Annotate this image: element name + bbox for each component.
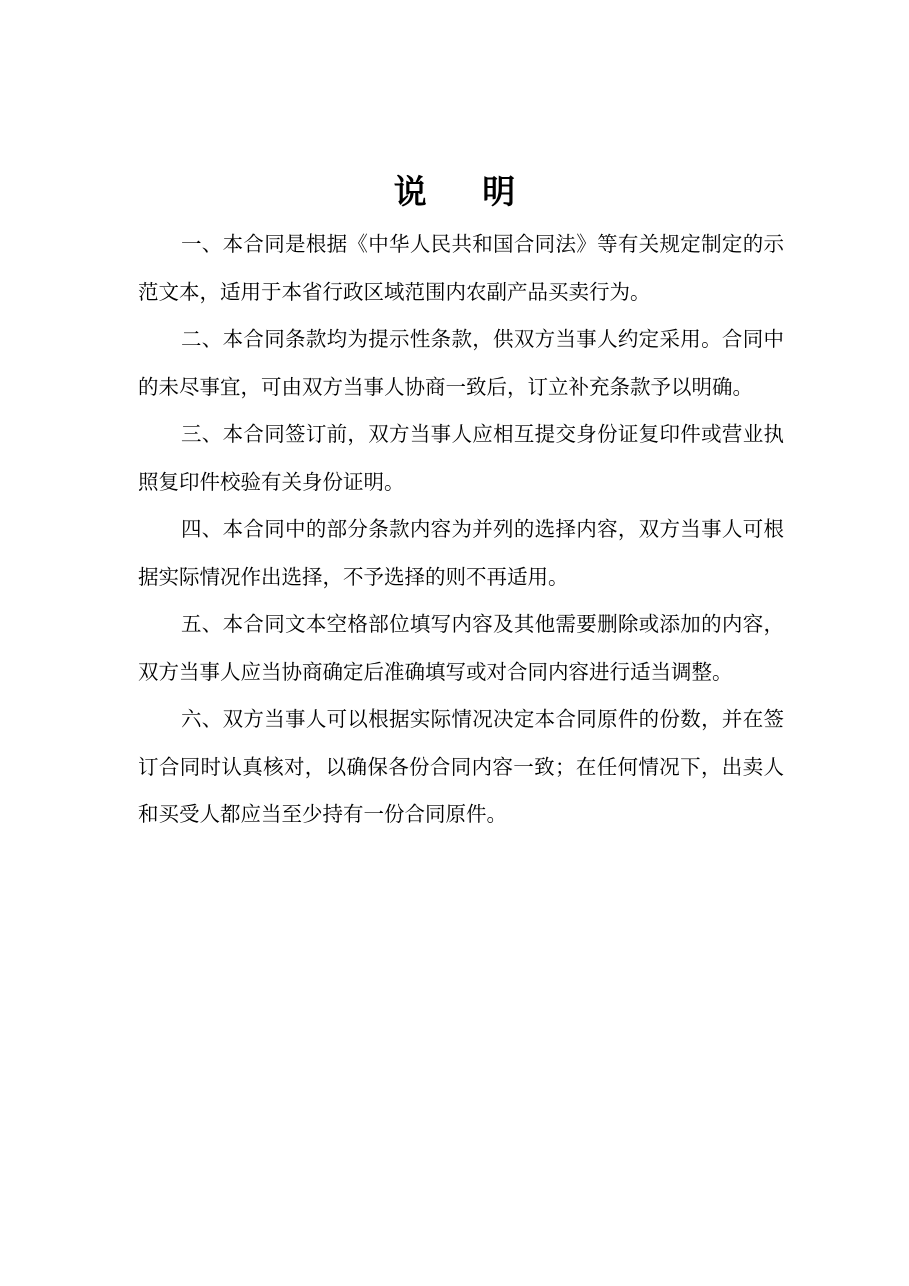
instructions-body bbox=[138, 221, 784, 839]
clause-3: 三、本合同签订前，双方当事人应相互提交身份证复印件或营业执照复印件校验有关身份证明。 bbox=[138, 422, 784, 494]
clause-4: 四、本合同中的部分条款内容为并列的选择内容，双方当事人可根据实际情况作出选择，不予选择的则不再适用。 bbox=[138, 517, 784, 589]
clause-1: 一、本合同是根据《中华人民共和国合同法》等有关规定制定的示范文本，适用于本省行政区域范围内农副产品买卖行为。 bbox=[138, 232, 784, 304]
clause-2: 二、本合同条款均为提示性条款，供双方当事人约定采用。合同中的未尽事宜，可由双方当事人协商一致后，订立补充条款予以明确。 bbox=[138, 327, 784, 399]
document-title: 说 明 bbox=[393, 172, 538, 211]
clause-6: 六、双方当事人可以根据实际情况决定本合同原件的份数，并在签订合同时认真核对，以确保各份合同内容一致；在任何情况下，出卖人和买受人都应当至少持有一份合同原件。 bbox=[138, 707, 784, 826]
clause-5: 五、本合同文本空格部位填写内容及其他需要删除或添加的内容，双方当事人应当协商确定后准确填写或对合同内容进行适当调整。 bbox=[138, 612, 784, 684]
